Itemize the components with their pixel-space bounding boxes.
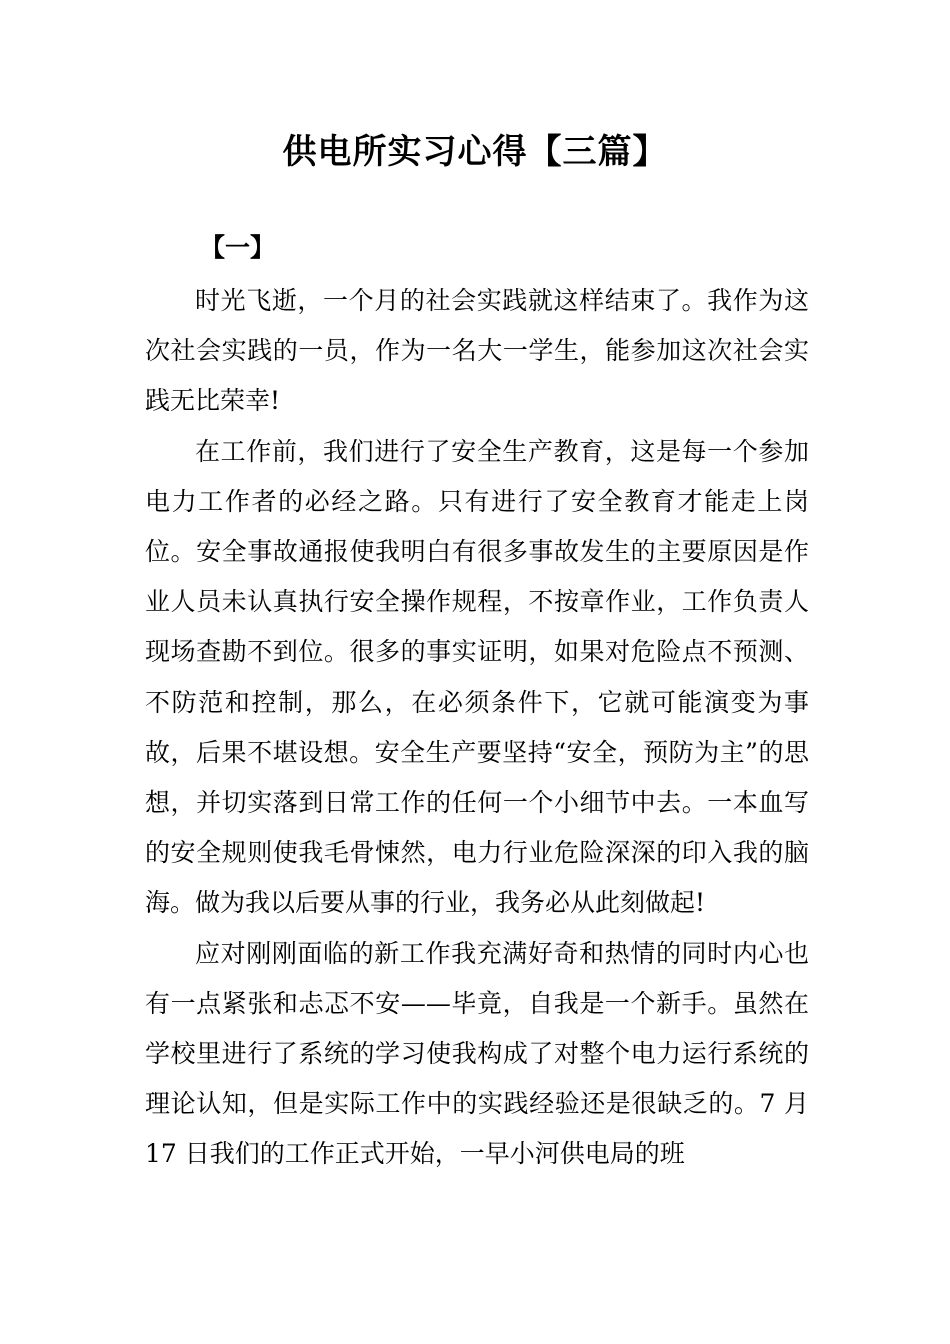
paragraph: 应对刚刚面临的新工作我充满好奇和热情的同时内心也有一点紧张和忐忑不安——毕竟，自我是一个新手。虽然在学校里进行了系统的学习使我构成了对整个电力运行系统的理论认知，但是实际工作中的实践经验还是很缺乏的。7 月 17 日我们的工作正式开始，一早小河供电局的班: [145, 938, 809, 1169]
paragraph: 时光飞逝，一个月的社会实践就这样结束了。我作为这次社会实践的一员，作为一名大一学生，能参加这次社会实践无比荣幸!: [145, 286, 809, 416]
document-body: [145, 276, 809, 1180]
paragraph: 在工作前，我们进行了安全生产教育，这是每一个参加电力工作者的必经之路。只有进行了安全教育才能走上岗位。安全事故通报使我明白有很多事故发生的主要原因是作业人员未认真执行安全操作规程，不按章作业，工作负责人现场查勘不到位。很多的事实证明，如果对危险点不预测、不防范和控制，那么，在必须条件下，它就可能演变为事故，后果不堪设想。安全生产要坚持“安全，预防为主”的思想，并切实落到日常工作的任何一个小细节中去。一本血写的安全规则使我毛骨悚然，电力行业危险深深的印入我的脑海。做为我以后要从事的行业，我务必从此刻做起!: [145, 436, 809, 918]
page-title: 供电所实习心得【三篇】: [282, 132, 668, 172]
section-heading: 【一】: [200, 233, 276, 262]
